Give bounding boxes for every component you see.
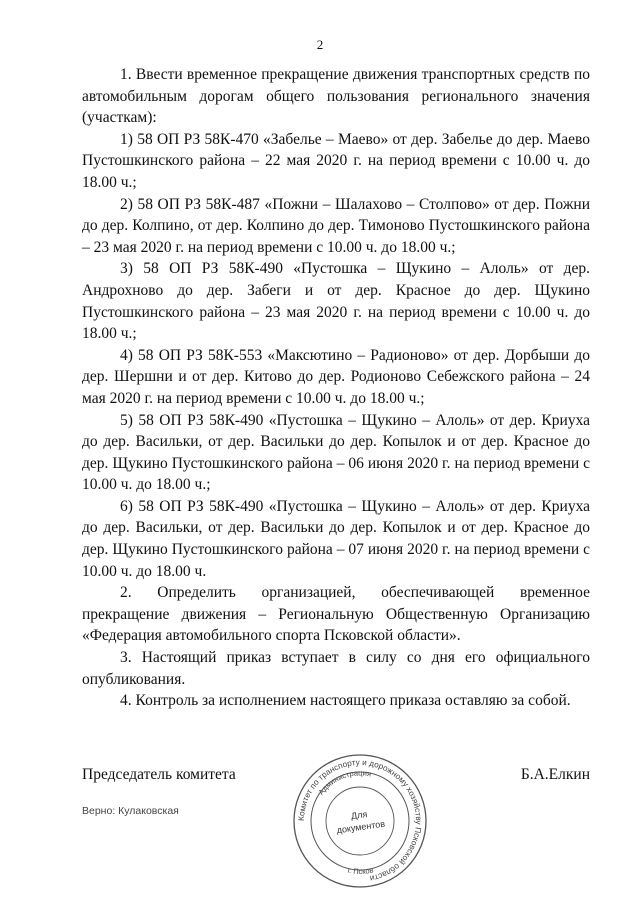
paragraph: 1. Ввести временное прекращение движения транспортных средств по автомобильным дорогам общего пользования регионального значения (участкам):	[82, 66, 590, 127]
signature-name: Б.А.Елкин	[520, 766, 590, 783]
signature-title: Председатель комитета	[82, 766, 236, 783]
document-body	[82, 64, 590, 712]
stamp-outer-text: Комитет по транспорту и дорожному хозяйству Псковской области	[296, 757, 424, 884]
stamp-bottom-text: г. Псков	[346, 865, 375, 877]
paragraph: 1) 58 ОП РЗ 58К-470 «Забелье – Маево» от дер. Забелье до дер. Маево Пустошкинского района – 22 мая 2020 г. на период времени с 10.00 ч. до 18.00 ч.;	[82, 130, 590, 191]
paragraph: 3) 58 ОП РЗ 58К-490 «Пустошка – Щукино – Алоль» от дер. Андрохново до дер. Забеги и от дер. Красное до дер. Щукино Пустошкинского района – 23 мая 2020 г. на период времени с 10.00 ч. до 18.00 ч.;	[82, 260, 590, 343]
verification-note: Верно: Кулаковская	[82, 805, 179, 817]
paragraph: 4) 58 ОП РЗ 58К-553 «Максютино – Радионово» от дер. Дорбыши до дер. Шершни и от дер. Китово до дер. Родионово Себежского района – 24 мая 2020 г. на период времени с 10.00 ч. до 18.00 ч.;	[82, 346, 590, 407]
paragraph: 5) 58 ОП РЗ 58К-490 «Пустошка – Щукино – Алоль» от дер. Криуха до дер. Васильки, от дер. Васильки до дер. Копылок и от дер. Красное до дер. Щукино Пустошкинского района – 06 июня 2020 г. на период времени с 10.00 ч. до 18.00 ч.;	[82, 411, 590, 494]
stamp-top-text: Администрация	[316, 768, 372, 797]
paragraph: 6) 58 ОП РЗ 58К-490 «Пустошка – Щукино – Алоль» от дер. Криуха до дер. Васильки, от дер. Васильки до дер. Копылок и от дер. Красное до дер. Щукино Пустошкинского района – 07 июня 2020 г. на период времени с 10.00 ч. до 18.00 ч.	[82, 497, 590, 580]
paragraph: 2. Определить организацией, обеспечивающей временное прекращение движения – Региональную Общественную Организацию «Федерация автомобильного спорта Псковской области».	[82, 584, 590, 645]
page-number: 2	[316, 37, 324, 52]
paragraph: 3. Настоящий приказ вступает в силу со дня его официального опубликования.	[82, 649, 590, 688]
paragraph: 4. Контроль за исполнением настоящего приказа оставляю за собой.	[120, 692, 571, 710]
stamp-inner-line: Для	[350, 808, 368, 822]
official-stamp	[290, 752, 430, 890]
stamp-inner-line: документов	[336, 818, 386, 836]
paragraph: 2) 58 ОП РЗ 58К-487 «Пожни – Шалахово – Столпово» от дер. Пожни до дер. Колпино, от дер. Колпино до дер. Тимоново Пустошкинского района – 23 мая 2020 г. на период времени с 10.00 ч. до 18.00 ч.;	[82, 195, 590, 256]
